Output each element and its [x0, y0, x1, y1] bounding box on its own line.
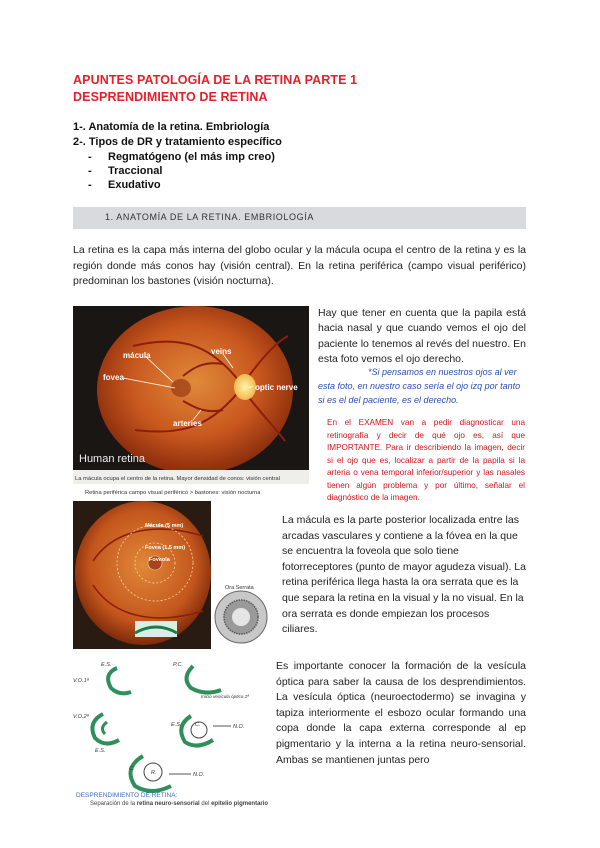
toc-subitem-label: Exudativo	[108, 179, 161, 191]
papila-paragraph: Hay que tener en cuenta que la papila está hacia nasal y que cuando vemos el ojo del paciente lo tenemos al revés del nuestro. En esta foto vemos el ojo derecho.	[318, 307, 526, 366]
toc-item-2: 2-. Tipos de DR y tratamiento específico	[73, 136, 282, 148]
intro-paragraph: La retina es la capa más interna del globo ocular y la mácula ocupa el centro de la retina y es la región donde más conos hay (visión central). En la retina periférica (campo visual periférico) predominan los bastones (visión nocturna).	[73, 244, 526, 288]
toc-item-1: 1-. Anatomía de la retina. Embriología	[73, 121, 270, 133]
list-dash: -	[88, 179, 92, 191]
fundus-caption-1: La mácula ocupa el centro de la retina. Mayor densidad de conos: visión central	[75, 476, 280, 482]
label-no-1: N.O.	[233, 724, 245, 730]
section-heading: 1. ANATOMÍA DE LA RETINA. EMBRIOLOGÍA	[105, 212, 314, 222]
label-foveola: Foveola	[149, 557, 170, 563]
label-arteries: arteries	[173, 419, 202, 428]
label-inicio-vesicula: Inicio vesícula óptica 2ª	[201, 694, 249, 699]
doc-title-line1: APUNTES PATOLOGÍA DE LA RETINA PARTE 1	[73, 73, 358, 87]
vesicula-paragraph: Es importante conocer la formación de la vesícula óptica para saber la causa de los desprendimientos. La vesícula óptica (neuroectodermo) se invagina y tapiza interiormente el esbozo ocular formando una copa donde la capa externa corresponde al ep pigmentario y la interna a la retina neuro-sensorial. Ambas se mantienen juntas pero	[276, 660, 526, 766]
label-human-retina: Human retina	[79, 453, 146, 465]
label-r: R.	[151, 770, 157, 776]
label-es-1: E.S.	[101, 662, 112, 668]
toc-subitem	[88, 179, 161, 191]
caption-title: DESPRENDIMIENTO DE RETINA:	[76, 792, 178, 799]
embryology-diagram-figure	[73, 656, 269, 806]
caption-body	[76, 800, 272, 809]
label-vo2: V.O.2ª	[73, 714, 89, 720]
macula-paragraph: La mácula es la parte posterior localizada entre las arcadas vasculares y contiene a la fóvea en la que se encuentra la foveola que solo tiene fotorreceptores (punto de mayor agudeza visual). La retina periférica llega hasta la ora serrata que es la que separa la retina en la visual y la no visual. En la ora serrata es donde empiezan los procesos ciliares.	[282, 514, 526, 636]
embryology-caption	[76, 791, 272, 809]
label-optic-nerve: optic nerve	[255, 383, 298, 392]
label-es-3: E.S.	[171, 722, 182, 728]
label-es-2: E.S.	[95, 748, 106, 754]
exam-note: En el EXAMEN van a pedir diagnosticar una retinografía y decir de qué ojo es, así que IMPORTANTE. Para ir describiendo la imagen, decir si el ojo que es, localizar a partir de la papila si la arteria o vena temporal inferior/superior y las nasales tienen algún problema y por último, señalar el diagnóstico de la imagen.	[327, 418, 525, 502]
label-ora-serrata: Ora Serrata	[225, 585, 254, 591]
label-macula: mácula	[123, 351, 151, 360]
label-fovea-15mm: Fovea (1.5 mm)	[145, 545, 186, 551]
list-dash: -	[88, 151, 92, 163]
macula-diagram	[73, 501, 273, 649]
label-fovea: fovea	[103, 373, 124, 382]
label-no-2: N.O.	[193, 772, 205, 778]
blue-note: *Si pensamos en nuestros ojos al ver esta foto, en nuestro caso sería el ojo izq por tanto si es el del paciente, es el derecho.	[318, 367, 521, 405]
toc-subitem-label: Regmatógeno (el más imp creo)	[108, 151, 275, 163]
caption-bold-2: epitelio pigmentario	[211, 801, 269, 807]
toc-subitem-label: Traccional	[108, 165, 163, 177]
label-c-2: C.	[129, 766, 135, 772]
list-dash: -	[88, 165, 92, 177]
label-pc: P.C.	[173, 662, 183, 668]
label-vo1: V.O.1ª	[73, 678, 89, 684]
fundus-caption-2: Retina periférica campo visual periférico > bastones: visión nocturna	[85, 490, 261, 496]
section-heading-band	[73, 207, 526, 229]
doc-title-line2: DESPRENDIMIENTO DE RETINA	[73, 90, 268, 104]
toc-subitem	[88, 165, 162, 177]
label-veins: veins	[211, 347, 232, 356]
caption-pre: Separación de la	[90, 801, 137, 807]
label-macula-5mm: Mácula (5 mm)	[145, 523, 184, 529]
fundus-photo-figure	[73, 306, 309, 498]
toc-subitem	[88, 151, 275, 163]
fundus-photo	[73, 306, 309, 498]
caption-mid: del	[199, 801, 212, 807]
embryology-diagram	[73, 656, 269, 806]
label-c-1: C.	[195, 722, 201, 728]
caption-bold-1: retina neuro-sensorial	[136, 801, 200, 807]
macula-diagram-figure	[73, 501, 273, 649]
